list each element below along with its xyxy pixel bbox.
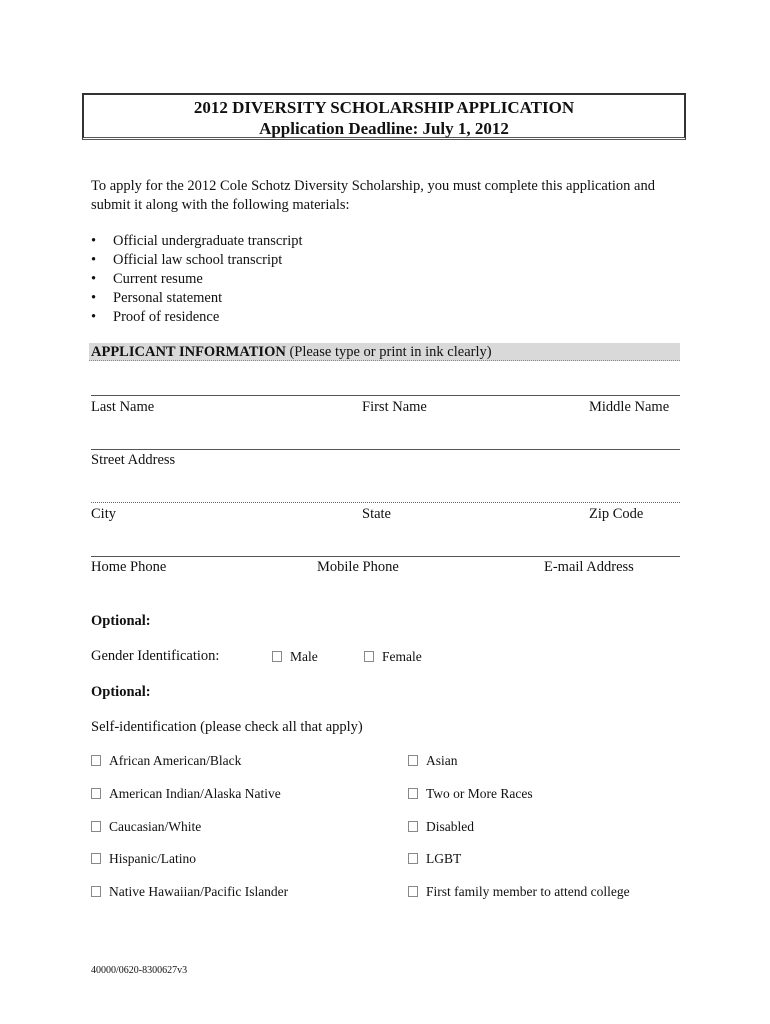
list-item: • Personal statement	[91, 290, 223, 306]
state-label: State	[362, 506, 391, 522]
checkbox[interactable]	[91, 886, 101, 897]
optional-label: Optional:	[91, 684, 151, 700]
checkbox[interactable]	[272, 651, 282, 662]
gender-label: Gender Identification:	[91, 648, 220, 664]
list-item: • Proof of residence	[91, 309, 220, 325]
name-line[interactable]	[91, 395, 680, 396]
phone-line[interactable]	[91, 556, 680, 557]
zip-code-label: Zip Code	[589, 506, 644, 522]
mobile-phone-label: Mobile Phone	[317, 559, 399, 575]
self-id-option-hispanic[interactable]: Hispanic/Latino	[91, 851, 196, 867]
title-box	[82, 93, 686, 140]
checkbox[interactable]	[91, 788, 101, 799]
application-deadline: Application Deadline: July 1, 2012	[259, 119, 509, 138]
self-id-option-first-family-college[interactable]: First family member to attend college	[408, 884, 630, 900]
last-name-label: Last Name	[91, 399, 155, 415]
bullet-icon: •	[91, 290, 97, 306]
intro-paragraph: To apply for the 2012 Cole Schotz Diversity Scholarship, you must complete this application and submit it along with the following materials:	[91, 178, 655, 213]
self-identification-label: Self-identification (please check all that apply)	[91, 719, 363, 735]
checkbox[interactable]	[408, 821, 418, 832]
self-id-option-caucasian[interactable]: Caucasian/White	[91, 819, 201, 835]
city-line[interactable]	[91, 502, 680, 503]
checkbox[interactable]	[91, 853, 101, 864]
list-item: • Official undergraduate transcript	[91, 233, 303, 249]
self-id-option-disabled[interactable]: Disabled	[408, 819, 474, 835]
section-title: APPLICANT INFORMATION	[91, 344, 286, 360]
home-phone-label: Home Phone	[91, 559, 167, 575]
document-id: 40000/0620-8300627v3	[91, 965, 188, 976]
form-title: 2012 DIVERSITY SCHOLARSHIP APPLICATION	[193, 98, 575, 117]
street-address-line[interactable]	[91, 449, 680, 450]
gender-option-female[interactable]: Female	[364, 649, 422, 665]
list-item: • Current resume	[91, 271, 203, 287]
checkbox[interactable]	[91, 821, 101, 832]
materials-list	[91, 232, 303, 327]
section-note: (Please type or print in ink clearly)	[289, 344, 492, 360]
middle-name-label: Middle Name	[589, 399, 670, 415]
self-id-option-lgbt[interactable]: LGBT	[408, 851, 461, 867]
self-id-option-american-indian[interactable]: American Indian/Alaska Native	[91, 786, 281, 802]
email-label: E-mail Address	[544, 559, 634, 575]
checkbox[interactable]	[408, 853, 418, 864]
self-id-option-african-american[interactable]: African American/Black	[91, 753, 241, 769]
self-id-option-two-or-more[interactable]: Two or More Races	[408, 786, 533, 802]
gender-option-male[interactable]: Male	[272, 649, 318, 665]
first-name-label: First Name	[362, 399, 427, 415]
bullet-icon: •	[91, 309, 97, 325]
bullet-icon: •	[91, 271, 97, 287]
bullet-icon: •	[91, 233, 97, 249]
checkbox[interactable]	[408, 755, 418, 766]
optional-label: Optional:	[91, 613, 151, 629]
self-id-option-asian[interactable]: Asian	[408, 753, 458, 769]
street-address-label: Street Address	[91, 452, 176, 468]
checkbox[interactable]	[408, 886, 418, 897]
checkbox[interactable]	[408, 788, 418, 799]
checkbox[interactable]	[91, 755, 101, 766]
applicant-info-header	[89, 343, 680, 361]
city-label: City	[91, 506, 116, 522]
checkbox[interactable]	[364, 651, 374, 662]
bullet-icon: •	[91, 252, 97, 268]
self-id-option-native-hawaiian[interactable]: Native Hawaiian/Pacific Islander	[91, 884, 288, 900]
list-item: • Official law school transcript	[91, 252, 283, 268]
